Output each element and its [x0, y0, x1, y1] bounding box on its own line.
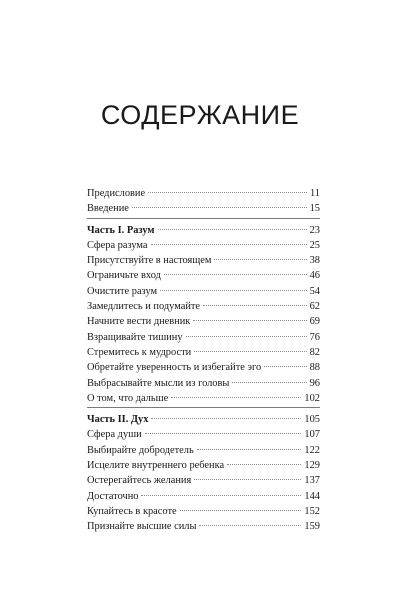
- toc-page-number: 76: [309, 331, 320, 343]
- toc-entry[interactable]: [87, 519, 320, 534]
- toc-page-number: 137: [304, 475, 320, 487]
- toc-part-heading[interactable]: [87, 412, 320, 427]
- dot-leader: [214, 258, 306, 260]
- dot-leader: [197, 448, 302, 450]
- toc-page-number: 54: [309, 285, 320, 297]
- dot-leader: [227, 463, 301, 465]
- toc-entry-title: Очистите разум: [87, 285, 158, 297]
- toc-entry[interactable]: [87, 427, 320, 442]
- toc-entry-title: Предисловие: [87, 188, 146, 199]
- toc-entry-title: Сфера разума: [87, 239, 148, 251]
- toc-section: [87, 186, 320, 219]
- toc-entry[interactable]: [87, 391, 320, 406]
- dot-leader: [180, 509, 302, 511]
- dot-leader: [141, 494, 301, 496]
- toc-page-number: 122: [304, 444, 320, 456]
- toc-entry[interactable]: [87, 201, 320, 216]
- toc-entry-title: Ограничьте вход: [87, 270, 161, 282]
- dot-leader: [151, 243, 307, 245]
- dot-leader: [194, 478, 301, 480]
- toc-entry[interactable]: [87, 473, 320, 488]
- toc-entry[interactable]: [87, 314, 320, 329]
- toc-entry[interactable]: [87, 489, 320, 504]
- dot-leader: [199, 524, 301, 526]
- toc-section: [87, 223, 320, 409]
- toc-page-number: 102: [304, 392, 320, 404]
- toc-page-number: 152: [304, 505, 320, 517]
- toc-entry-title: Часть II. Дух: [87, 414, 149, 426]
- dot-leader: [186, 335, 307, 337]
- toc-entry-title: Выбрасывайте мысли из головы: [87, 377, 230, 389]
- dot-leader: [264, 365, 306, 367]
- toc-page-number: 105: [304, 414, 320, 426]
- toc-page-number: 23: [309, 224, 320, 236]
- toc-entry[interactable]: [87, 186, 320, 201]
- toc-entry-title: Часть I. Разум: [87, 224, 155, 236]
- dot-leader: [203, 304, 307, 306]
- toc-entry-title: Обретайте уверенность и избегайте эго: [87, 362, 262, 374]
- toc-entry-title: Исцелите внутреннего ребенка: [87, 460, 225, 472]
- toc-entry-title: О том, что дальше: [87, 392, 169, 404]
- toc-entry[interactable]: [87, 330, 320, 345]
- toc-page-number: 96: [309, 377, 320, 389]
- toc-entry-title: Остерегайтесь желания: [87, 475, 192, 487]
- toc-page-number: 82: [309, 346, 320, 358]
- toc-page-number: 69: [309, 316, 320, 328]
- dot-leader: [145, 432, 302, 434]
- dot-leader: [193, 319, 306, 321]
- toc-entry-title: Выбирайте добродетель: [87, 444, 194, 456]
- toc-entry-title: Введение: [87, 203, 129, 215]
- toc-entry[interactable]: [87, 253, 320, 268]
- dot-leader: [132, 206, 307, 208]
- toc-part-heading[interactable]: [87, 223, 320, 238]
- toc-page-number: 11: [309, 188, 320, 199]
- toc-entry-title: Сфера души: [87, 429, 142, 441]
- toc-page-number: 159: [304, 521, 320, 533]
- toc-entry[interactable]: [87, 284, 320, 299]
- toc-page-number: 107: [304, 429, 320, 441]
- toc-entry[interactable]: [87, 443, 320, 458]
- toc-entry-title: Начните вести дневник: [87, 316, 191, 328]
- dot-leader: [232, 381, 306, 383]
- toc-page-number: 46: [309, 270, 320, 282]
- toc-entry[interactable]: [87, 376, 320, 391]
- toc-entry-title: Достаточно: [87, 490, 139, 502]
- toc-entry-title: Присутствуйте в настоящем: [87, 255, 212, 267]
- toc-page-number: 62: [309, 301, 320, 313]
- toc-page-number: 38: [309, 255, 320, 267]
- dot-leader: [171, 396, 301, 398]
- toc-entry[interactable]: [87, 360, 320, 375]
- page-title: СОДЕРЖАНИЕ: [100, 100, 300, 130]
- toc-entry-title: Стремитесь к мудрости: [87, 346, 192, 358]
- toc-page-number: 88: [309, 362, 320, 374]
- toc-entry-title: Купайтесь в красоте: [87, 505, 177, 517]
- toc-entry[interactable]: [87, 238, 320, 253]
- toc-section: [87, 412, 320, 535]
- toc-page-number: 144: [304, 490, 320, 502]
- toc-entry[interactable]: [87, 458, 320, 473]
- toc-page-number: 129: [304, 460, 320, 472]
- toc-entry-title: Признайте высшие силы: [87, 521, 197, 533]
- toc-entry-title: Замедлитесь и подумайте: [87, 301, 201, 313]
- dot-leader: [160, 289, 307, 291]
- table-of-contents: [87, 186, 320, 536]
- dot-leader: [151, 417, 301, 419]
- toc-page-number: 25: [309, 239, 320, 251]
- dot-leader: [148, 191, 307, 193]
- toc-entry[interactable]: [87, 268, 320, 283]
- toc-entry[interactable]: [87, 345, 320, 360]
- toc-page-number: 15: [309, 203, 320, 215]
- toc-entry-title: Взращивайте тишину: [87, 331, 183, 343]
- toc-entry[interactable]: [87, 504, 320, 519]
- dot-leader: [158, 228, 307, 230]
- dot-leader: [194, 350, 306, 352]
- dot-leader: [164, 273, 307, 275]
- toc-entry[interactable]: [87, 299, 320, 314]
